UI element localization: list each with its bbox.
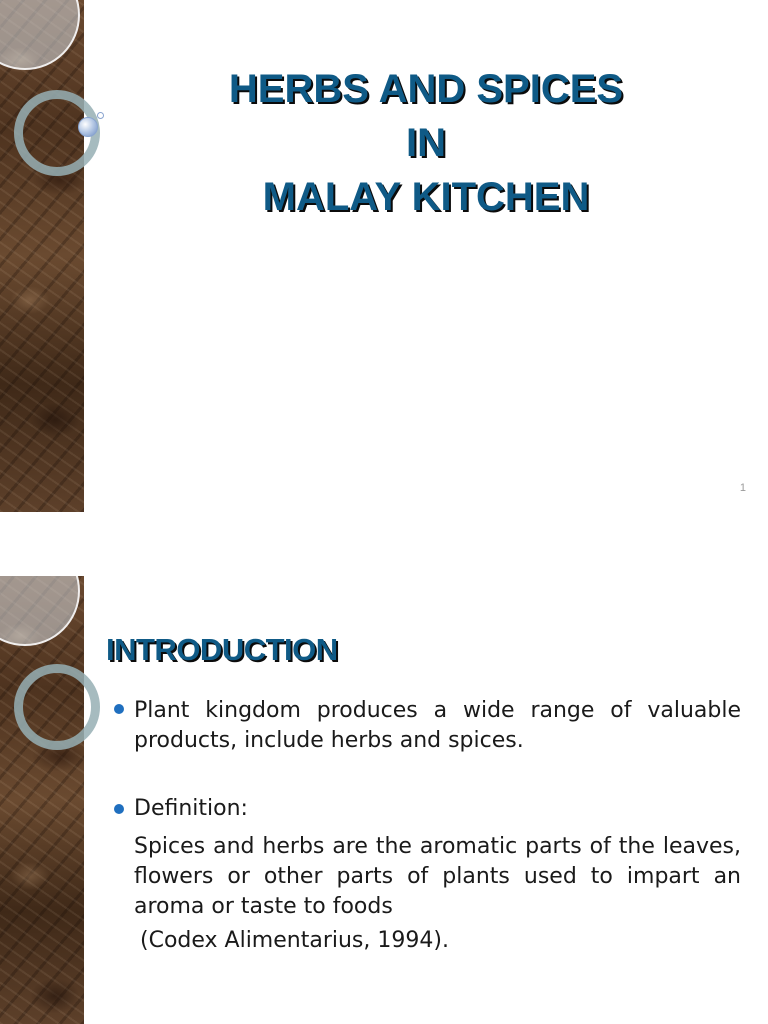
title-line-1: HERBS AND SPICES <box>228 67 624 111</box>
title-line-2: IN <box>406 121 446 165</box>
decorative-ring <box>14 664 100 750</box>
bullet-dot-icon <box>114 704 124 714</box>
title-line-3: MALAY KITCHEN <box>262 175 590 219</box>
bullet-dot-icon <box>114 804 124 814</box>
bullet-text-plant-kingdom: Plant kingdom produces a wide range of valuable products, include herbs and spices. <box>134 698 741 753</box>
marble-sidebar <box>0 0 84 512</box>
citation: (Codex Alimentarius, 1994). <box>140 928 449 953</box>
slide-title <box>84 62 768 224</box>
definition-label: Definition: <box>134 796 248 821</box>
page-number: 1 <box>739 482 746 494</box>
section-heading: INTRODUCTION <box>106 632 338 667</box>
introduction-slide <box>0 576 768 1024</box>
definition-text: Spices and herbs are the aromatic parts of the leaves, flowers or other parts of plants used to impart an aroma or taste to foods <box>134 834 741 919</box>
